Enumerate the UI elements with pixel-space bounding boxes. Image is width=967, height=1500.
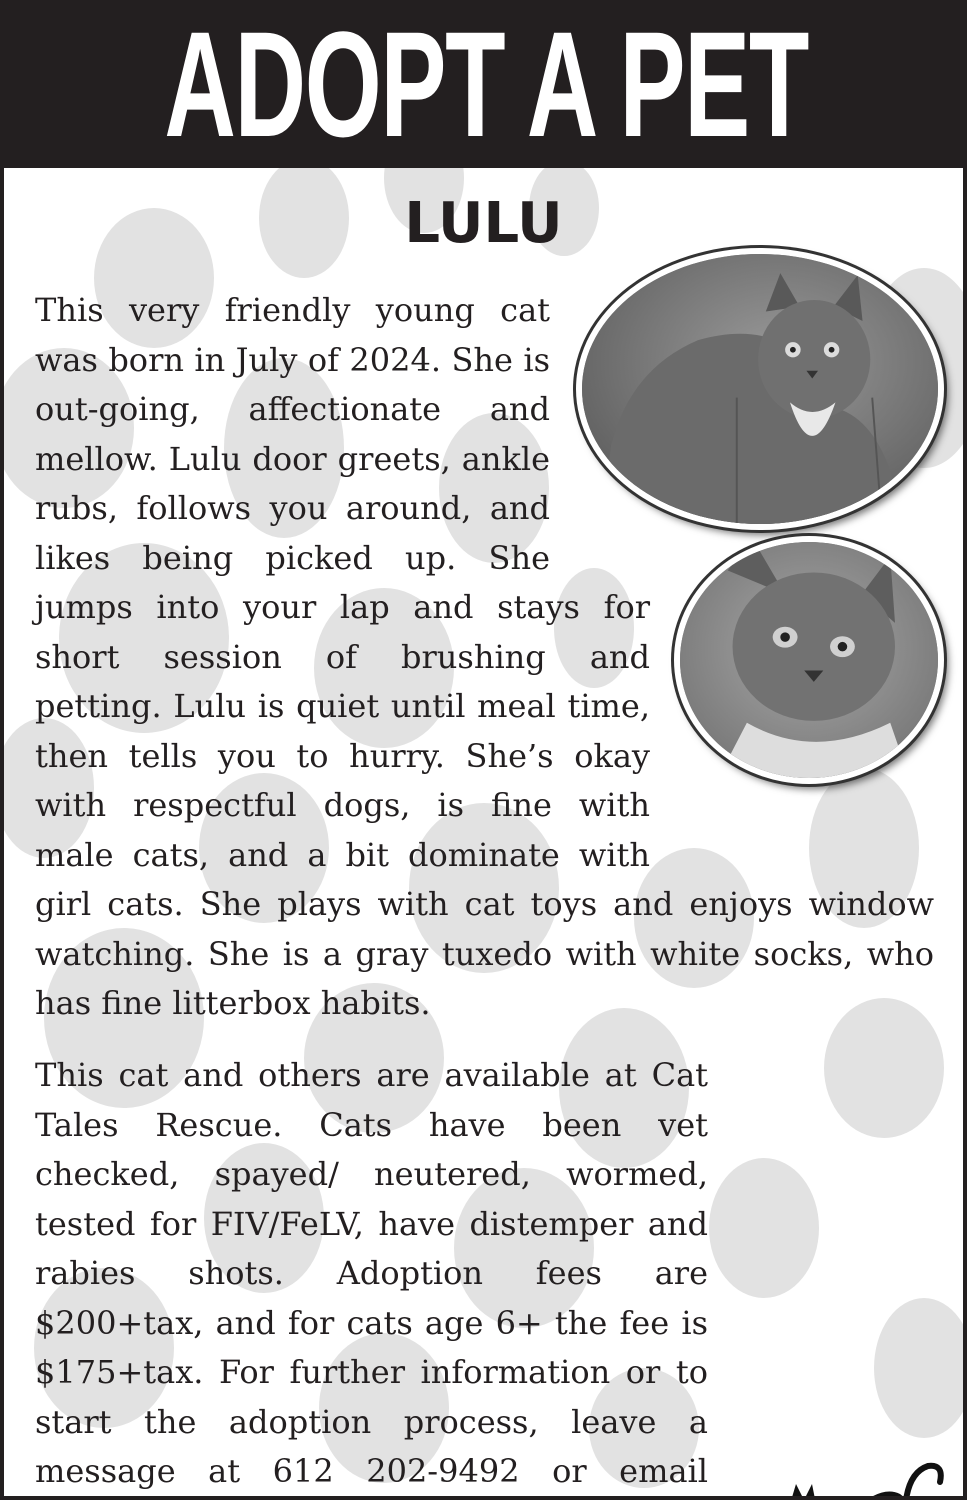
cattales-rescue-logo — [760, 1444, 954, 1500]
ad-body — [0, 168, 967, 1500]
pet-description: This very friendly young cat was born in July of 2024. She is out-going, affectionate and mellow. Lulu door greets, ankle rubs, follows you around, and likes being picked up. She jumps into your lap and stays for short session of brushing and petting. Lulu is quiet until meal time, then tells you to hurry. She’s okay with respectful dogs, is fine with male cats, and a bit dominate with girl cats. She plays with cat toys and enjoys window watching. She is a gray tuxedo with white socks, who has fine litterbox habits. — [35, 291, 934, 1022]
cat-photo-standing — [576, 248, 944, 530]
adoption-info-block — [35, 1051, 934, 1500]
black-cat-stretching-icon — [760, 1444, 954, 1500]
banner-title: ADOPT A PET — [164, 0, 809, 168]
adoption-info: This cat and others are available at Cat Tales Rescue. Cats have been vet checked, spayed/ neutered, wormed, tested for FIV/FeLV, have distemper and rabies shots. Adoption fees are $200+tax, and for cats age 6+ the fee is $175+tax. For further information or to start the adoption process, leave a message at 612 202-9492 or email — [35, 1056, 708, 1490]
pet-name-heading: LULU — [404, 191, 563, 256]
cat-photo-closeup — [674, 536, 944, 784]
header-banner — [0, 0, 967, 168]
logo-wrap-space — [708, 1251, 934, 1451]
